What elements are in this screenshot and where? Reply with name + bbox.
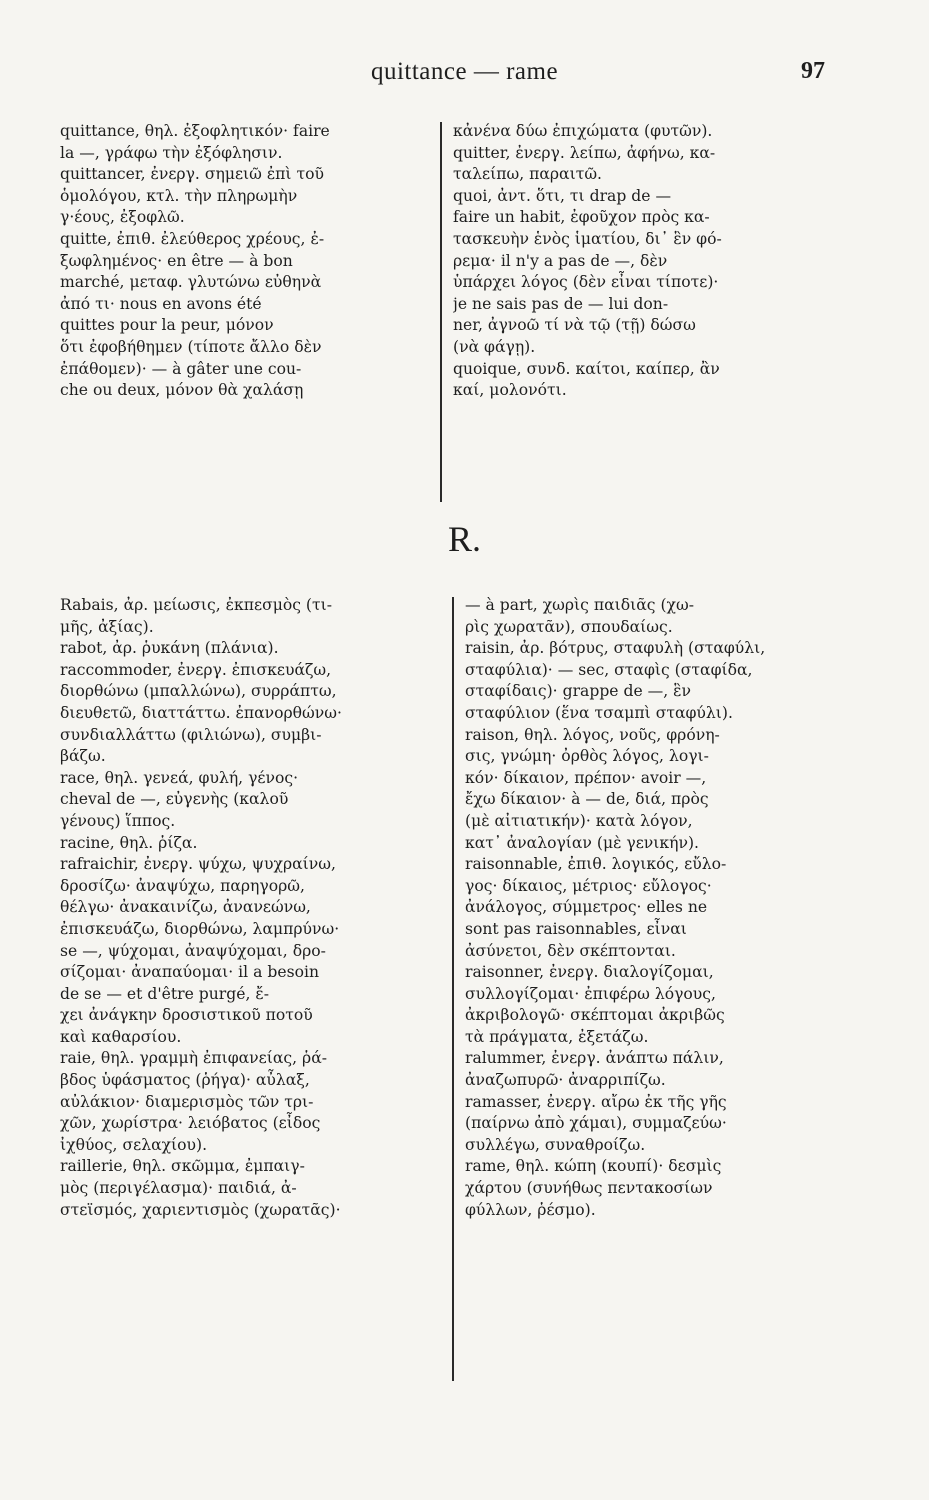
entry-line: rafraichir, ἐνεργ. ψύχω, ψυχραίνω, xyxy=(60,855,336,874)
entry-line: ὅτι ἐφοβήθημεν (τίποτε ἄλλο δὲν xyxy=(60,337,322,356)
column-top-left xyxy=(60,121,432,402)
entry-line: quittancer, ἐνεργ. σημειῶ ἐπὶ τοῦ xyxy=(60,165,324,184)
entry-line: στεϊσμός, χαριεντισμὸς (χωρατᾶς)· xyxy=(60,1200,341,1219)
entry-line: Rabais, ἀρ. μείωσις, ἐκπεσμὸς (τι- xyxy=(60,596,333,614)
column-bottom-right xyxy=(465,595,851,1221)
entry-line: raillerie, θηλ. σκῶμμα, ἐμπαιγ- xyxy=(60,1157,305,1176)
entry-line: ἔχω δίκαιον· à — de, διά, πρὸς xyxy=(465,790,709,809)
entry-line: cheval de —, εὐγενὴς (καλοῦ xyxy=(60,790,289,809)
entry-line: che ou deux, μόνον θὰ χαλάσῃ xyxy=(60,381,304,400)
entry-line: σταφίδαις)· grappe de —, ἓν xyxy=(465,682,692,701)
entry-line: χῶν, χωρίστρα· λειόβατος (εἶδος xyxy=(60,1114,321,1133)
entry-line: marché, μεταφ. γλυτώνω εὐθηνὰ xyxy=(60,273,322,292)
entry-line: φύλλων, ῥέσμο). xyxy=(465,1200,596,1219)
entry-line: quoique, συνδ. καίτοι, καίπερ, ἂν xyxy=(453,359,720,378)
entry-line: τὰ πράγματα, ἐξετάζω. xyxy=(465,1027,649,1046)
entry-line: καὶ καθαρσίου. xyxy=(60,1027,182,1046)
entry-line: διευθετῶ, διαττάττω. ἐπανορθώνω· xyxy=(60,703,342,722)
entry-line: (νὰ φάγῃ). xyxy=(453,337,536,356)
entry-line: σίζομαι· ἀναπαύομαι· il a besoin xyxy=(60,963,319,982)
column-divider-top xyxy=(440,122,442,502)
entry-line: σταφύλιον (ἕνα τσαμπὶ σταφύλι). xyxy=(465,703,733,722)
entry-line: κἀνένα δύω ἐπιχώματα (φυτῶν). xyxy=(453,122,713,140)
entry-line: raisin, ἀρ. βότρυς, σταφυλὴ (σταφύλι, xyxy=(465,639,766,658)
entry-line: δροσίζω· ἀναψύχω, παρηγορῶ, xyxy=(60,876,305,895)
entry-line: σταφύλια)· — sec, σταφὶς (σταφίδα, xyxy=(465,660,753,679)
column-divider-bottom xyxy=(452,597,454,1381)
entry-line: ἀκριβολογῶ· σκέπτομαι ἀκριβῶς xyxy=(465,1006,725,1025)
entry-line: quittes pour la peur, μόνον xyxy=(60,316,274,335)
entry-line: γένους) ἵππος. xyxy=(60,811,176,830)
entry-line: ὁμολόγου, κτλ. τὴν πληρωμὴν xyxy=(60,186,298,205)
entry-line: μῆς, ἀξίας). xyxy=(60,617,154,636)
column-bottom-left xyxy=(60,595,434,1221)
entry-line: τασκευὴν ἑνὸς ἱματίου, δι᾽ ἓν φό- xyxy=(453,229,722,248)
entry-line: ner, ἀγνοῶ τί νὰ τῷ (τῇ) δώσω xyxy=(453,316,696,335)
entry-line: ralummer, ἐνεργ. ἀνάπτω πάλιν, xyxy=(465,1049,724,1068)
section-letter: R. xyxy=(447,519,481,559)
entry-line: βάζω. xyxy=(60,747,106,766)
entry-line: συλλογίζομαι· ἐπιφέρω λόγους, xyxy=(465,984,716,1003)
page-header xyxy=(0,58,929,90)
entry-line: ἀσύνετοι, δὲν σκέπτονται. xyxy=(465,941,676,960)
entry-line: de se — et d'être purgé, ἔ- xyxy=(60,984,270,1003)
entry-line: ἀπό τι· nous en avons été xyxy=(60,294,262,313)
entry-line: ὑπάρχει λόγος (δὲν εἶναι τίποτε)· xyxy=(453,273,719,292)
entry-line: ταλείπω, παραιτῶ. xyxy=(453,165,603,184)
entry-line: je ne sais pas de — lui don- xyxy=(453,294,669,313)
entry-line: raisonnable, ἐπιθ. λογικός, εὔλο- xyxy=(465,855,727,874)
running-title: quittance — rame xyxy=(370,58,559,85)
entry-line: quittance, θηλ. ἐξοφλητικόν· faire xyxy=(60,122,330,140)
entry-line: ἀνάλογος, σύμμετρος· elles ne xyxy=(465,898,708,917)
entry-line: μὸς (περιγέλασμα)· παιδιά, ἀ- xyxy=(60,1179,297,1198)
entry-line: σις, γνώμη· ὀρθὸς λόγος, λογι- xyxy=(465,747,709,766)
entry-line: χει ἀνάγκην δροσιστικοῦ ποτοῦ xyxy=(60,1006,313,1025)
entry-line: faire un habit, ἐφοῦχον πρὸς κα- xyxy=(453,208,710,227)
entry-line: raison, θηλ. λόγος, νοῦς, φρόνη- xyxy=(465,725,720,744)
entry-line: κόν· δίκαιον, πρέπον· avoir —, xyxy=(465,768,707,787)
entry-line: sont pas raisonnables, εἶναι xyxy=(465,919,687,938)
entry-line: ρὶς χωρατᾶν), σπουδαίως. xyxy=(465,617,673,636)
entry-line: raie, θηλ. γραμμὴ ἐπιφανείας, ῥά- xyxy=(60,1049,327,1068)
entry-line: ρεμα· il n'y a pas de —, δὲν xyxy=(453,251,668,270)
entry-line: — à part, χωρὶς παιδιᾶς (χω- xyxy=(465,596,694,614)
entry-line: βδος ὑφάσματος (ῥήγα)· αὖλαξ, xyxy=(60,1071,310,1090)
entry-line: θέλγω· ἀνακαινίζω, ἀνανεώνω, xyxy=(60,898,311,917)
entry-line: καί, μολονότι. xyxy=(453,381,567,400)
entry-line: ἐπάθομεν)· — à gâter une cou- xyxy=(60,359,302,378)
entry-line: αὐλάκιον· διαμερισμὸς τῶν τρι- xyxy=(60,1092,314,1111)
entry-line: κατ᾽ ἀναλογίαν (μὲ γενικήν). xyxy=(465,833,700,852)
entry-line: raccommoder, ἐνεργ. ἐπισκευάζω, xyxy=(60,660,332,679)
entry-line: (μὲ αἰτιατικήν)· κατὰ λόγον, xyxy=(465,811,693,830)
entry-line: se —, ψύχομαι, ἀναψύχομαι, δρο- xyxy=(60,941,326,960)
entry-line: διορθώνω (μπαλλώνω), συρράπτω, xyxy=(60,682,337,701)
column-top-right xyxy=(453,121,843,402)
entry-line: quitte, ἐπιθ. ἐλεύθερος χρέους, ἐ- xyxy=(60,229,325,248)
entry-line: quitter, ἐνεργ. λείπω, ἀφήνω, κα- xyxy=(453,143,716,162)
entry-line: ξωφλημένος· en être — à bon xyxy=(60,251,293,270)
entry-line: raisonner, ἐνεργ. διαλογίζομαι, xyxy=(465,963,714,982)
entry-line: la —, γράφω τὴν ἐξόφλησιν. xyxy=(60,143,283,162)
entry-line: ἐπισκευάζω, διορθώνω, λαμπρύνω· xyxy=(60,919,340,938)
entry-line: quoi, ἀντ. ὅτι, τι drap de — xyxy=(453,186,672,205)
entry-line: χάρτου (συνήθως πεντακοσίων xyxy=(465,1179,713,1198)
entry-line: (παίρνω ἀπὸ χάμαι), συμμαζεύω· xyxy=(465,1114,727,1133)
entry-line: racine, θηλ. ῥίζα. xyxy=(60,833,198,852)
entry-line: ἰχθύος, σελαχίου). xyxy=(60,1135,208,1154)
entry-line: γος· δίκαιος, μέτριος· εὔλογος· xyxy=(465,876,712,895)
entry-line: ἀναζωπυρῶ· ἀναρριπίζω. xyxy=(465,1071,666,1090)
entry-line: rabot, ἀρ. ῥυκάνη (πλάνια). xyxy=(60,639,279,658)
entry-line: rame, θηλ. κώπη (κουπί)· δεσμὶς xyxy=(465,1157,722,1176)
entry-line: race, θηλ. γενεά, φυλή, γένος· xyxy=(60,768,299,787)
entry-line: γ·έους, ἐξοφλῶ. xyxy=(60,208,185,227)
entry-line: συλλέγω, συναθροίζω. xyxy=(465,1135,646,1154)
entry-line: ramasser, ἐνεργ. αἴρω ἐκ τῆς γῆς xyxy=(465,1092,727,1111)
entry-line: συνδιαλλάττω (φιλιώνω), συμβι- xyxy=(60,725,322,744)
page-number: 97 xyxy=(801,58,825,84)
